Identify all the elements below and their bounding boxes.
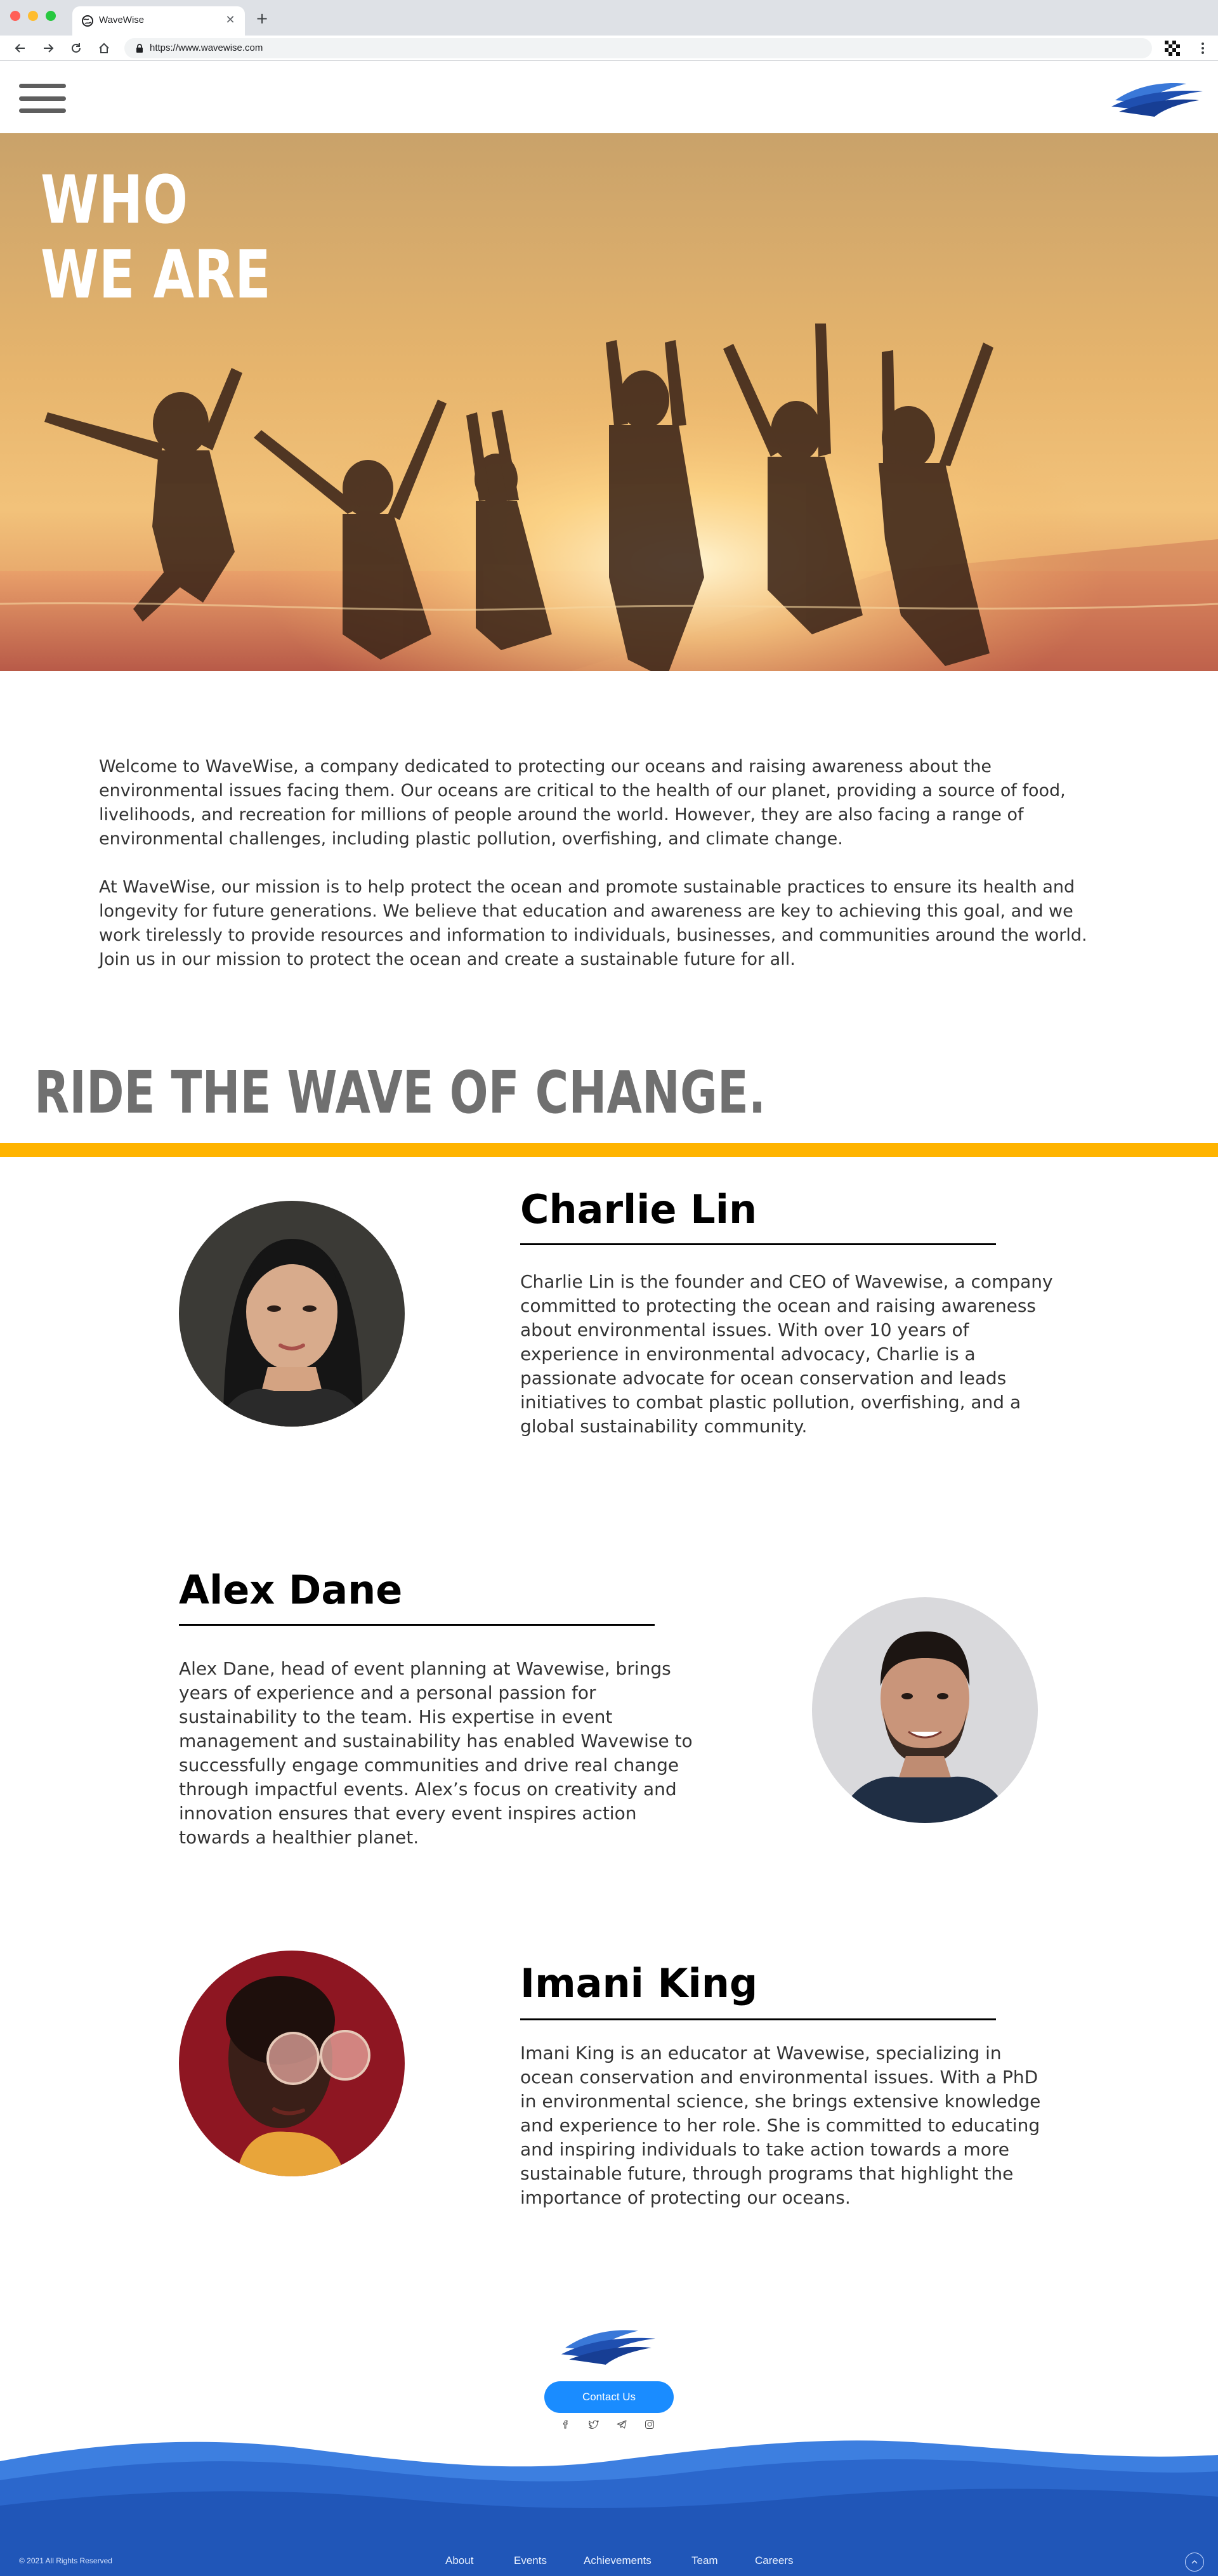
facebook-icon[interactable] <box>557 2416 575 2433</box>
wave-logo-icon[interactable] <box>558 2322 660 2367</box>
tagline-heading: RIDE THE WAVE OF CHANGE. <box>34 1059 766 1127</box>
name-underline <box>520 2018 996 2020</box>
new-tab-icon[interactable]: + <box>255 10 269 27</box>
window-maximize-button[interactable] <box>46 11 56 21</box>
intro-paragraph-1: Welcome to WaveWise, a company dedicated to protecting our oceans and raising awareness about the environmental issues facing them. Our oceans are critical to the health of our planet, providing a source of food, livelihoods, and recreation for millions of people around the world. However, they are also facing a range of environmental challenges, including plastic pollution, overfishing, and climate change. <box>99 757 1066 849</box>
wave-logo-icon[interactable] <box>1110 75 1205 119</box>
window-close-button[interactable] <box>10 11 20 21</box>
member-bio: Charlie Lin is the founder and CEO of Wavewise, a company committed to protecting the ocean and raising awareness about environmental issues. With over 10 years of experience in environmental advocacy, Charlie is a passionate advocate for ocean conservation and leads initiatives to combat plastic pollution, overfishing, and a global sustainability community. <box>520 1271 1053 1437</box>
accent-divider <box>0 1143 1218 1157</box>
tab-strip <box>0 0 1218 36</box>
telegram-icon[interactable] <box>613 2416 631 2433</box>
hero-title-line1: WHO <box>41 161 188 239</box>
globe-icon <box>81 15 94 27</box>
reload-icon[interactable] <box>67 39 85 57</box>
browser-toolbar <box>0 36 1218 61</box>
copyright-text: © 2021 All Rights Reserved <box>19 2556 112 2565</box>
hero-banner <box>0 133 1218 671</box>
extension-icon[interactable] <box>1163 39 1181 57</box>
address-bar[interactable] <box>124 38 1152 58</box>
name-underline <box>179 1624 655 1626</box>
lock-icon <box>134 43 145 53</box>
back-icon[interactable] <box>11 39 29 57</box>
hamburger-menu-icon[interactable] <box>19 84 66 113</box>
url-text: https://www.wavewise.com <box>150 42 263 53</box>
tab-title: WaveWise <box>99 15 145 25</box>
footer-link-team[interactable]: Team <box>691 2554 718 2566</box>
intro-section <box>99 755 1114 996</box>
member-name: Imani King <box>520 1960 758 2006</box>
hero-title-line2: WE ARE <box>41 236 271 313</box>
hero-title <box>41 162 271 312</box>
scroll-to-top-icon[interactable] <box>1185 2553 1204 2572</box>
footer-link-events[interactable]: Events <box>514 2554 547 2566</box>
more-icon[interactable] <box>1194 39 1212 57</box>
member-name: Alex Dane <box>179 1567 403 1613</box>
instagram-icon[interactable] <box>641 2416 658 2433</box>
window-minimize-button[interactable] <box>28 11 38 21</box>
member-bio: Imani King is an educator at Wavewise, specializing in ocean conservation and environmental issues. With a PhD in environmental science, she brings extensive knowledge and experience to her role. She is committed to educating and inspiring individuals to take action towards a more sustainable future, through programs that highlight the importance of protecting our oceans. <box>520 2043 1041 2208</box>
close-icon[interactable]: ✕ <box>225 13 235 27</box>
avatar <box>812 1597 1038 1823</box>
name-underline <box>520 1243 996 1245</box>
browser-tab[interactable] <box>72 6 245 36</box>
footer-link-achievements[interactable]: Achievements <box>584 2554 652 2566</box>
home-icon[interactable] <box>95 39 113 57</box>
member-bio: Alex Dane, head of event planning at Wavewise, brings years of experience and a personal passion for sustainability to the team. His expertise in event management and sustainability has enabled Wavewise to successfully engage communities and drive real change through impactful events. Alex’s focus on creativity and innovation ensures that every event inspires action towards a healthier planet. <box>179 1658 693 1848</box>
avatar <box>179 1951 405 2176</box>
footer-link-about[interactable]: About <box>445 2554 474 2566</box>
twitter-icon[interactable] <box>585 2416 603 2433</box>
site-header <box>0 61 1218 133</box>
member-name: Charlie Lin <box>520 1186 757 1232</box>
avatar <box>179 1201 405 1427</box>
intro-paragraph-2: At WaveWise, our mission is to help protect the ocean and promote sustainable practices to ensure its health and longevity for future generations. We believe that education and awareness are key to achieving this goal, and we work tirelessly to provide resources and information to individuals, businesses, and communities around the world. Join us in our mission to protect the ocean and create a sustainable future for all. <box>99 877 1087 969</box>
forward-icon[interactable] <box>39 39 57 57</box>
browser-chrome <box>0 0 1218 61</box>
contact-us-button[interactable]: Contact Us <box>544 2381 674 2413</box>
footer-link-careers[interactable]: Careers <box>755 2554 794 2566</box>
